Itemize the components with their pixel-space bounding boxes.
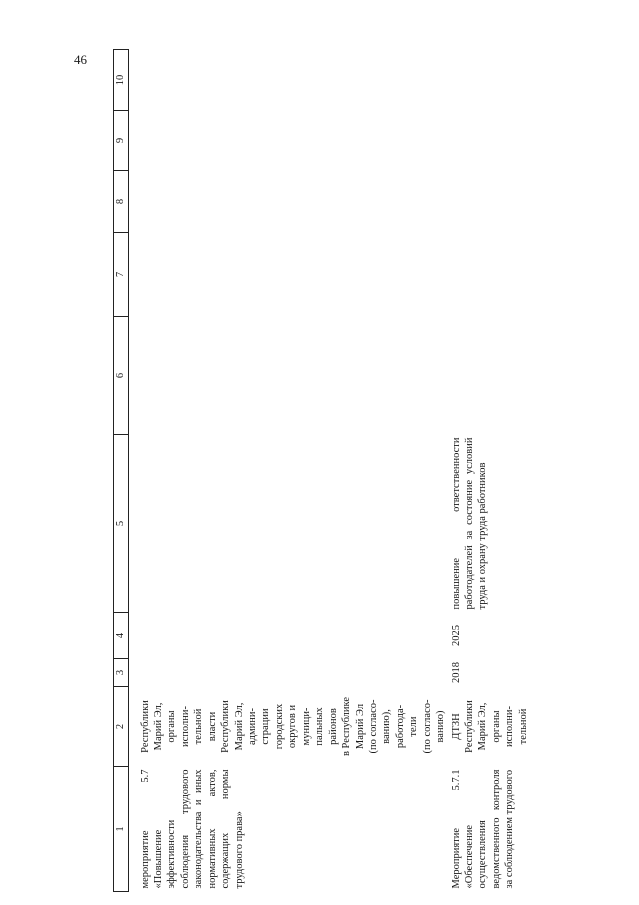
expected-result-cell: повышение ответственности работодателей за состояние условий труда и охрану труда работников xyxy=(450,437,489,610)
executor-line: страции xyxy=(260,708,272,745)
expected-result-cell xyxy=(137,435,448,613)
empty-cell xyxy=(448,317,531,435)
executor-line: ванию), xyxy=(381,709,393,744)
empty-cell xyxy=(448,50,531,111)
table-row xyxy=(137,50,448,892)
executor-line: Республики xyxy=(139,700,151,753)
header-cell-8: 8 xyxy=(114,171,129,233)
executor-line: админи- xyxy=(247,708,258,746)
rotated-table-wrapper xyxy=(113,50,593,892)
empty-cell xyxy=(137,111,448,171)
executor-line: власти xyxy=(206,711,218,742)
empty-cell xyxy=(137,50,448,111)
end-year-cell xyxy=(137,613,448,659)
executor-line: (по согласо- xyxy=(421,699,433,754)
header-cell-3: 3 xyxy=(114,659,129,687)
event-name-cell: Мероприятие 5.7.1 «Обеспечение осуществления ведомственного контроля за соблюдением трудового xyxy=(450,769,516,889)
header-cell-5: 5 xyxy=(114,435,129,613)
header-cell-4: 4 xyxy=(114,613,129,659)
header-cell-9: 9 xyxy=(114,111,129,171)
empty-cell xyxy=(448,233,531,317)
empty-cell xyxy=(448,111,531,171)
start-year-cell: 2018 xyxy=(450,662,462,683)
table-row xyxy=(448,50,531,892)
executor-cell xyxy=(137,687,448,767)
executor-line: тели xyxy=(408,716,420,737)
executor-line: Марий Эл, xyxy=(233,702,245,751)
executor-line: тельной xyxy=(193,708,205,745)
executor-line: (по согласо- xyxy=(367,699,379,754)
executor-line: органы xyxy=(166,710,178,743)
program-table xyxy=(113,49,530,892)
executor-line: органы xyxy=(490,710,502,743)
executor-line: работода- xyxy=(394,704,406,749)
executor-line: Марий Эл, xyxy=(477,702,489,751)
header-cell-7: 7 xyxy=(114,233,129,317)
executor-cell xyxy=(448,687,531,767)
start-year-cell xyxy=(137,659,448,687)
header-cell-1: 1 xyxy=(114,767,129,892)
header-row xyxy=(114,50,129,892)
executor-line: тельной xyxy=(517,708,529,745)
empty-cell xyxy=(137,233,448,317)
executor-line: районов xyxy=(327,708,339,745)
executor-line: Марий Эл xyxy=(354,703,366,750)
page-number: 46 xyxy=(74,52,87,67)
executor-line: округов и xyxy=(287,704,299,749)
header-cell-10: 10 xyxy=(114,50,129,111)
executor-line: Республики xyxy=(220,700,232,753)
executor-line: пальных xyxy=(314,707,326,746)
empty-cell xyxy=(137,171,448,233)
executor-line: городских xyxy=(273,703,285,750)
executor-line: Республики xyxy=(464,700,475,753)
header-cell-2: 2 xyxy=(114,687,129,767)
executor-line: исполни- xyxy=(504,706,516,747)
executor-line: ванию) xyxy=(435,710,447,743)
event-name-cell: мероприятие 5.7 «Повышение эффективности соблюдения трудового законодательства и иных нормативных актов, содержащих нормы трудового права» xyxy=(139,769,245,889)
executor-line: в Республике xyxy=(341,696,353,757)
end-year-cell: 2025 xyxy=(450,625,462,646)
empty-cell xyxy=(137,317,448,435)
header-cell-6: 6 xyxy=(114,317,129,435)
executor-line: исполни- xyxy=(179,706,191,747)
executor-line: муници- xyxy=(300,707,312,746)
empty-cell xyxy=(448,171,531,233)
executor-line: Марий Эл, xyxy=(152,702,164,751)
executor-line: ДТЗН xyxy=(450,713,462,740)
